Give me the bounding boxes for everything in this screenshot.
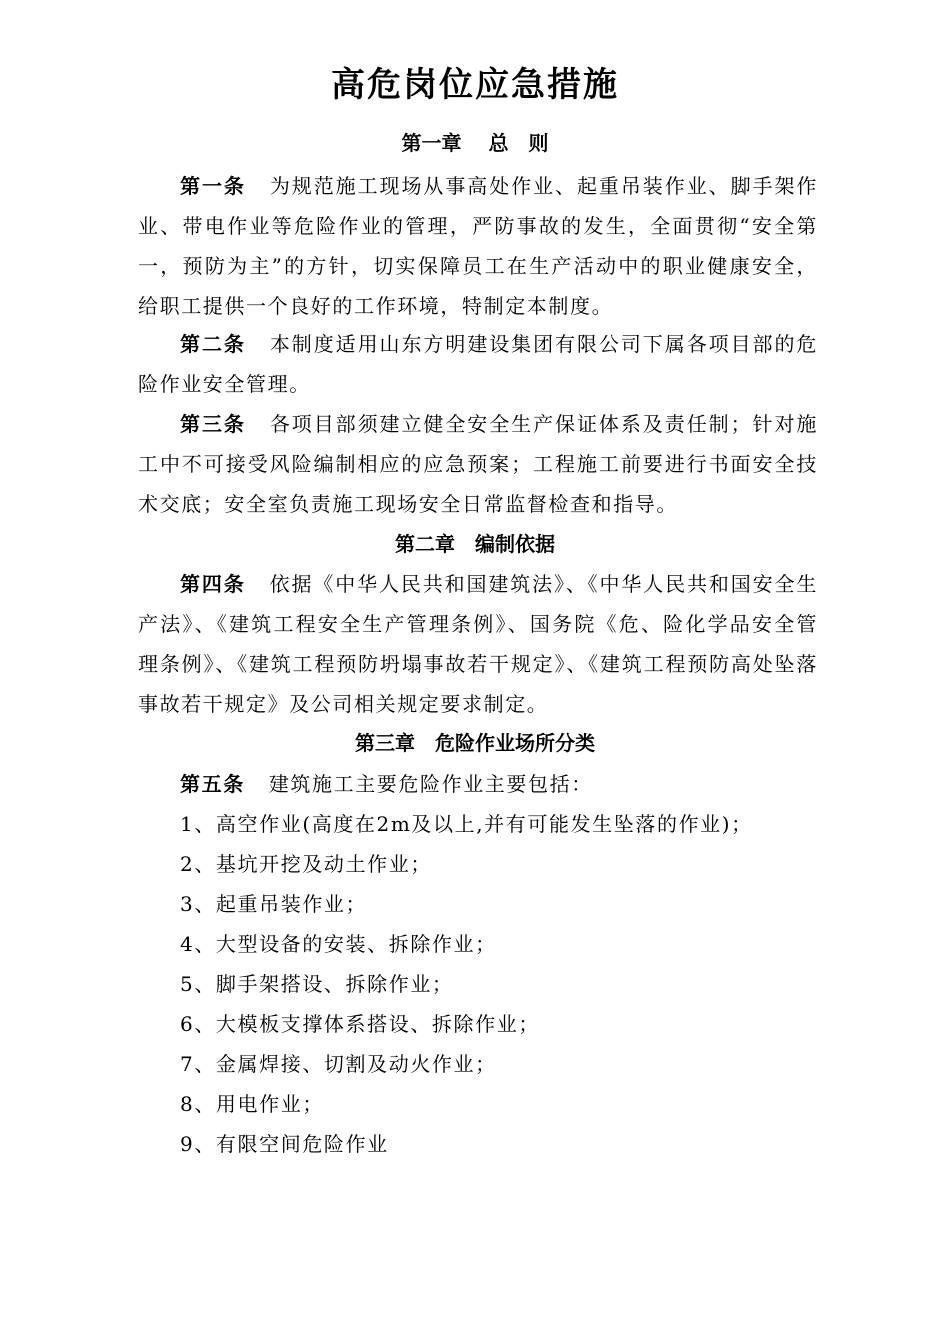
article-2-text: 本制度适用山东方明建设集团有限公司下属各项目部的危险作业安全管理。 bbox=[138, 332, 818, 396]
list-item: 2、基坑开挖及动土作业； bbox=[180, 852, 432, 876]
hazard-list bbox=[180, 804, 753, 1164]
list-item: 4、大型设备的安装、拆除作业； bbox=[180, 932, 497, 956]
list-item: 9、有限空间危险作业 bbox=[180, 1132, 389, 1156]
article-1-label: 第一条 bbox=[180, 174, 246, 198]
list-item: 7、金属焊接、切割及动火作业； bbox=[180, 1052, 497, 1076]
chapter-2-heading: 第二章 编制依据 bbox=[395, 532, 555, 556]
list-item: 6、大模板支撑体系搭设、拆除作业； bbox=[180, 1012, 540, 1036]
list-item: 3、起重吊装作业； bbox=[180, 892, 368, 916]
article-4-label: 第四条 bbox=[180, 572, 246, 596]
chapter-3-heading: 第三章 危险作业场所分类 bbox=[355, 731, 595, 755]
article-2-label: 第二条 bbox=[180, 332, 246, 356]
article-1-text: 为规范施工现场从事高处作业、起重吊装作业、脚手架作业、带电作业等危险作业的管理，严防事故的发生，全面贯彻“安全第一，预防为主”的方针，切实保障员工在生产活动中的职业健康安全，给职工提供一个良好的工作环境，特制定本制度。 bbox=[138, 174, 818, 318]
article-5-text: 建筑施工主要危险作业主要包括： bbox=[268, 772, 593, 796]
list-item: 8、用电作业； bbox=[180, 1092, 324, 1116]
chapter-1-heading: 第一章 总 则 bbox=[401, 131, 549, 155]
document-title: 高危岗位应急措施 bbox=[331, 65, 619, 105]
article-4-text: 依据《中华人民共和国建筑法》、《中华人民共和国安全生产法》、《建筑工程安全生产管理条例》、国务院《危、险化学品安全管理条例》、《建筑工程预防坍塌事故若干规定》、《建筑工程预防高处坠落事故若干规定》及公司相关规定要求制定。 bbox=[138, 572, 818, 716]
list-item: 5、脚手架搭设、拆除作业； bbox=[180, 972, 454, 996]
article-5 bbox=[138, 764, 818, 804]
article-4 bbox=[138, 564, 818, 724]
article-3-text: 各项目部须建立健全安全生产保证体系及责任制；针对施工中不可接受风险编制相应的应急预案；工程施工前要进行书面安全技术交底；安全室负责施工现场安全日常监督检查和指导。 bbox=[138, 412, 818, 516]
article-1 bbox=[138, 166, 818, 326]
article-2 bbox=[138, 324, 818, 404]
article-3-label: 第三条 bbox=[180, 412, 246, 436]
article-5-label: 第五条 bbox=[180, 772, 245, 796]
list-item: 1、高空作业(高度在2m及以上,并有可能发生坠落的作业)； bbox=[180, 812, 753, 836]
article-3 bbox=[138, 404, 818, 524]
